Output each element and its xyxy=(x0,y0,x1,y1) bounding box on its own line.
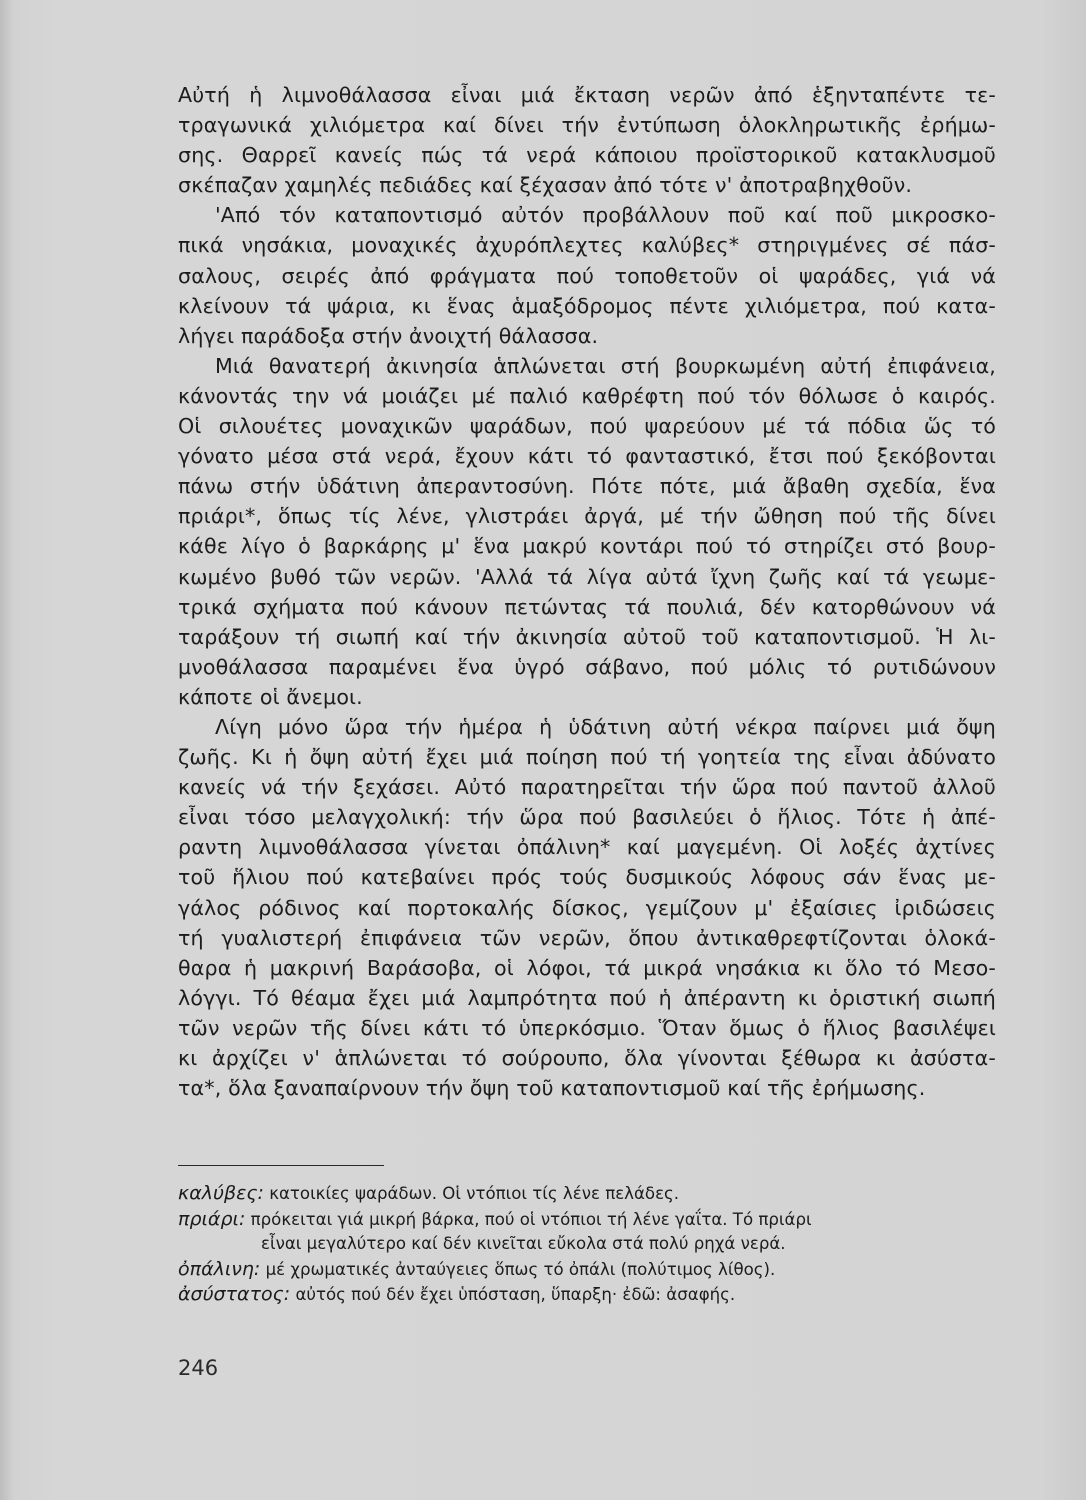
text-line: σκέπαζαν χαμηλές πεδιάδες καί ξέχασαν ἀπό τότε ν' ἀποτραβηχθοῦν. xyxy=(178,173,913,198)
paragraph xyxy=(178,351,996,712)
footnote xyxy=(178,1207,918,1233)
text-line: σαλους, σειρές ἀπό φράγματα πού τοποθετοῦν οἱ ψαράδες, γιά νά xyxy=(178,263,996,288)
text-line: κλείνουν τά ψάρια, κι ἕνας ἁμαξόδρομος πέντε χιλιόμετρα, πού κατα- xyxy=(178,293,996,318)
text-line: τοῦ ἥλιου πού κατεβαίνει πρός τούς δυσμικούς λόφους σάν ἕνας με- xyxy=(178,865,996,890)
text-line: μνοθάλασσα παραμένει ἕνα ὑγρό σάβανο, πού μόλις τό ρυτιδώνουν xyxy=(178,654,996,679)
text-line: κάθε λίγο ὁ βαρκάρης μ' ἕνα μακρύ κοντάρι πού τό στηρίζει στό βουρ- xyxy=(178,534,996,559)
text-line: λόγγι. Τό θέαμα ἔχει μιά λαμπρότητα πού ἡ ἀπέραντη κι ὁριστική σιωπή xyxy=(178,985,996,1010)
paragraph xyxy=(178,712,996,1103)
text-line: 'Από τόν καταποντισμό αὐτόν προβάλλουν ποῦ καί ποῦ μικροσκο- xyxy=(215,203,996,228)
text-line: κάποτε οἱ ἄνεμοι. xyxy=(178,684,363,709)
footnote-term: καλύβες: xyxy=(178,1182,264,1204)
text-line: τρικά σχήματα πού κάνουν πετώντας τά πουλιά, δέν κατορθώνουν νά xyxy=(178,594,996,619)
text-line: κάνοντάς την νά μοιάζει μέ παλιό καθρέφτη πού τόν θόλωσε ὁ καιρός. xyxy=(178,383,996,408)
footnote-text: αὐτός πού δέν ἔχει ὑπόσταση, ὕπαρξη· ἐδῶ: ἀσαφής. xyxy=(295,1285,736,1304)
page-number: 246 xyxy=(178,1356,219,1380)
text-line: θαρα ἡ μακρινή Βαράσοβα, οἱ λόφοι, τά μικρά νησάκια κι ὅλο τό Μεσο- xyxy=(178,955,996,980)
footnote xyxy=(178,1282,918,1308)
footnote xyxy=(178,1257,918,1283)
text-line: σης. Θαρρεῖ κανείς πώς τά νερά κάποιου προϊστορικοῦ κατακλυσμοῦ xyxy=(178,143,996,168)
text-line: ταράξουν τή σιωπή καί τήν ἀκινησία αὐτοῦ τοῦ καταποντισμοῦ. Ἡ λι- xyxy=(178,624,996,649)
text-line: γάλος ρόδινος καί πορτοκαλής δίσκος, γεμίζουν μ' ἐξαίσιες ἰριδώσεις xyxy=(178,895,996,920)
footnote-continuation: εἶναι μεγαλύτερο καί δέν κινεῖται εὔκολα στά πολύ ρηχά νερά. xyxy=(261,1234,786,1253)
text-line: Αὐτή ἡ λιμνοθάλασσα εἶναι μιά ἔκταση νερῶν ἀπό ἑξηνταπέντε τε- xyxy=(178,83,996,107)
paragraph xyxy=(178,200,996,350)
text-line: εἶναι τόσο μελαγχολική: τήν ὥρα πού βασιλεύει ὁ ἥλιος. Τότε ἡ ἀπέ- xyxy=(178,805,996,830)
text-line: ραντη λιμνοθάλασσα γίνεται ὀπάλινη* καί μαγεμένη. Οἱ λοξές ἀχτίνες xyxy=(178,835,996,860)
text-line: Μιά θανατερή ἀκινησία ἁπλώνεται στή βουρκωμένη αὐτή ἐπιφάνεια, xyxy=(215,353,996,378)
text-line: ζωῆς. Κι ἡ ὄψη αὐτή ἔχει μιά ποίηση πού τή γοητεία της εἶναι ἀδύνατο xyxy=(178,745,996,770)
footnote-text: μέ χρωματικές ἀνταύγειες ὅπως τό ὀπάλι (πολύτιμος λίθος). xyxy=(265,1259,776,1279)
text-line: τα*, ὅλα ξαναπαίρνουν τήν ὄψη τοῦ καταποντισμοῦ καί τῆς ἐρήμωσης. xyxy=(178,1076,926,1101)
text-line: πικά νησάκια, μοναχικές ἀχυρόπλεχτες καλύβες* στηριγμένες σέ πάσ- xyxy=(178,233,996,258)
text-line: κανείς νά τήν ξεχάσει. Αὐτό παρατηρεῖται τήν ὥρα πού παντοῦ ἀλλοῦ xyxy=(178,775,996,800)
text-line: κι ἀρχίζει ν' ἁπλώνεται τό σούρουπο, ὅλα γίνονται ξέθωρα κι ἀσύστα- xyxy=(178,1046,996,1070)
footnote-divider xyxy=(178,1165,384,1166)
paragraph xyxy=(178,80,996,200)
text-line: Λίγη μόνο ὥρα τήν ἡμέρα ἡ ὑδάτινη αὐτή νέκρα παίρνει μιά ὄψη xyxy=(215,714,996,739)
footnote-term: πριάρι: xyxy=(178,1207,246,1230)
text-line: κωμένο βυθό τῶν νερῶν. 'Αλλά τά λίγα αὐτά ἴχνη ζωῆς καί τά γεωμε- xyxy=(178,564,996,589)
text-line: γόνατο μέσα στά νερά, ἔχουν κάτι τό φανταστικό, ἔτσι πού ξεκόβονται xyxy=(178,444,996,469)
footnote-term: ἀσύστατος: xyxy=(178,1283,291,1305)
footnote-term: ὀπάλινη: xyxy=(178,1257,261,1280)
footnote-text: κατοικίες ψαράδων. Οἱ ντόπιοι τίς λένε πελάδες. xyxy=(269,1184,680,1203)
text-line: πάνω στήν ὑδάτινη ἀπεραντοσύνη. Πότε πότε, μιά ἄβαθη σχεδία, ἕνα xyxy=(178,474,996,499)
footnote xyxy=(178,1181,918,1207)
text-line: πριάρι*, ὅπως τίς λένε, γλιστράει ἀργά, μέ τήν ὤθηση πού τῆς δίνει xyxy=(178,504,996,529)
footnote-text: πρόκειται γιά μικρή βάρκα, πού οἱ ντόπιοι τή λένε γαΐτα. Τό πριάρι xyxy=(250,1209,812,1229)
footnotes xyxy=(178,1181,918,1308)
text-line: τή γυαλιστερή ἐπιφάνεια τῶν νερῶν, ὅπου ἀντικαθρεφτίζονται ὁλοκά- xyxy=(178,925,996,950)
main-text xyxy=(178,80,996,1103)
text-line: τῶν νερῶν τῆς δίνει κάτι τό ὑπερκόσμιο. Ὅταν ὅμως ὁ ἥλιος βασιλέψει xyxy=(178,1015,996,1040)
text-line: τραγωνικά χιλιόμετρα καί δίνει τήν ἐντύπωση ὁλοκληρωτικῆς ἐρήμω- xyxy=(178,113,996,138)
text-line: Οἱ σιλουέτες μοναχικῶν ψαράδων, πού ψαρεύουν μέ τά πόδια ὥς τό xyxy=(178,414,996,439)
text-line: λήγει παράδοξα στήν ἀνοιχτή θάλασσα. xyxy=(178,323,599,348)
